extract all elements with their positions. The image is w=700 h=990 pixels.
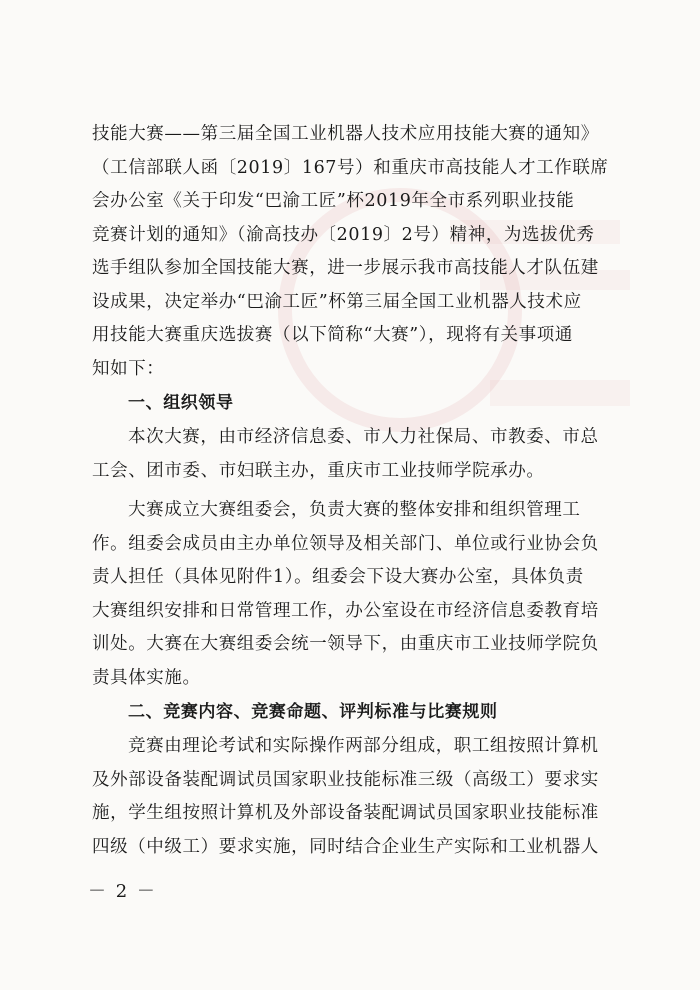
text-line: 施，学生组按照计算机及外部设备装配调试员国家职业技能标准 xyxy=(92,803,599,823)
section-heading-organization: 一、组织领导 xyxy=(128,393,234,413)
document-body xyxy=(92,118,622,864)
text-line: 大赛成立大赛组委会，负责大赛的整体安排和组织管理工 xyxy=(128,500,581,520)
competition-paragraph-1 xyxy=(92,730,622,864)
text-line: 本次大赛，由市经济信息委、市人力社保局、市教委、市总 xyxy=(128,427,599,447)
text-line: 技能大赛——第三届全国工业机器人技术应用技能大赛的通知》 xyxy=(92,124,599,144)
text-line: 责具体实施。 xyxy=(92,667,201,688)
text-line: 设成果，决定举办“巴渝工匠”杯第三届全国工业机器人技术应 xyxy=(92,291,582,312)
text-line: 大赛组织安排和日常管理工作，办公室设在市经济信息委教育培 xyxy=(92,600,599,621)
section-heading-competition-content: 二、竞赛内容、竞赛命题、评判标准与比赛规则 xyxy=(128,702,498,722)
text-line: 四级（中级工）要求实施，同时结合企业生产实际和工业机器人 xyxy=(92,836,599,857)
text-line: 作。组委会成员由主办单位领导及相关部门、单位或行业协会负 xyxy=(92,533,599,554)
page-number: － 2 － xyxy=(88,881,157,902)
text-line: 会办公室《关于印发“巴渝工匠”杯2019年全市系列职业技能 xyxy=(92,191,575,211)
text-line: 训处。大赛在大赛组委会统一领导下，由重庆市工业技师学院负 xyxy=(92,634,599,654)
text-line: 用技能大赛重庆选拔赛（以下简称“大赛”），现将有关事项通 xyxy=(92,325,573,345)
text-line: 责人担任（具体见附件1）。组委会下设大赛办公室，具体负责 xyxy=(92,567,584,587)
text-line: 及外部设备装配调试员国家职业技能标准三级（高级工）要求实 xyxy=(92,769,599,790)
text-line: 知如下： xyxy=(92,358,165,379)
text-line: 选手组队参加全国技能大赛，进一步展示我市高技能人才队伍建 xyxy=(92,258,599,278)
text-line: 竞赛计划的通知》（渝高技办〔2019〕2号）精神，为选拔优秀 xyxy=(92,224,595,245)
intro-paragraph xyxy=(92,118,622,386)
text-line: 竞赛由理论考试和实际操作两部分组成，职工组按照计算机 xyxy=(128,736,599,756)
text-line: 工会、团市委、市妇联主办，重庆市工业技师学院承办。 xyxy=(92,460,545,481)
text-line: （工信部联人函〔2019〕167号）和重庆市高技能人才工作联席 xyxy=(92,157,609,178)
organization-paragraph-2 xyxy=(92,494,622,695)
organization-paragraph-1 xyxy=(92,421,622,488)
